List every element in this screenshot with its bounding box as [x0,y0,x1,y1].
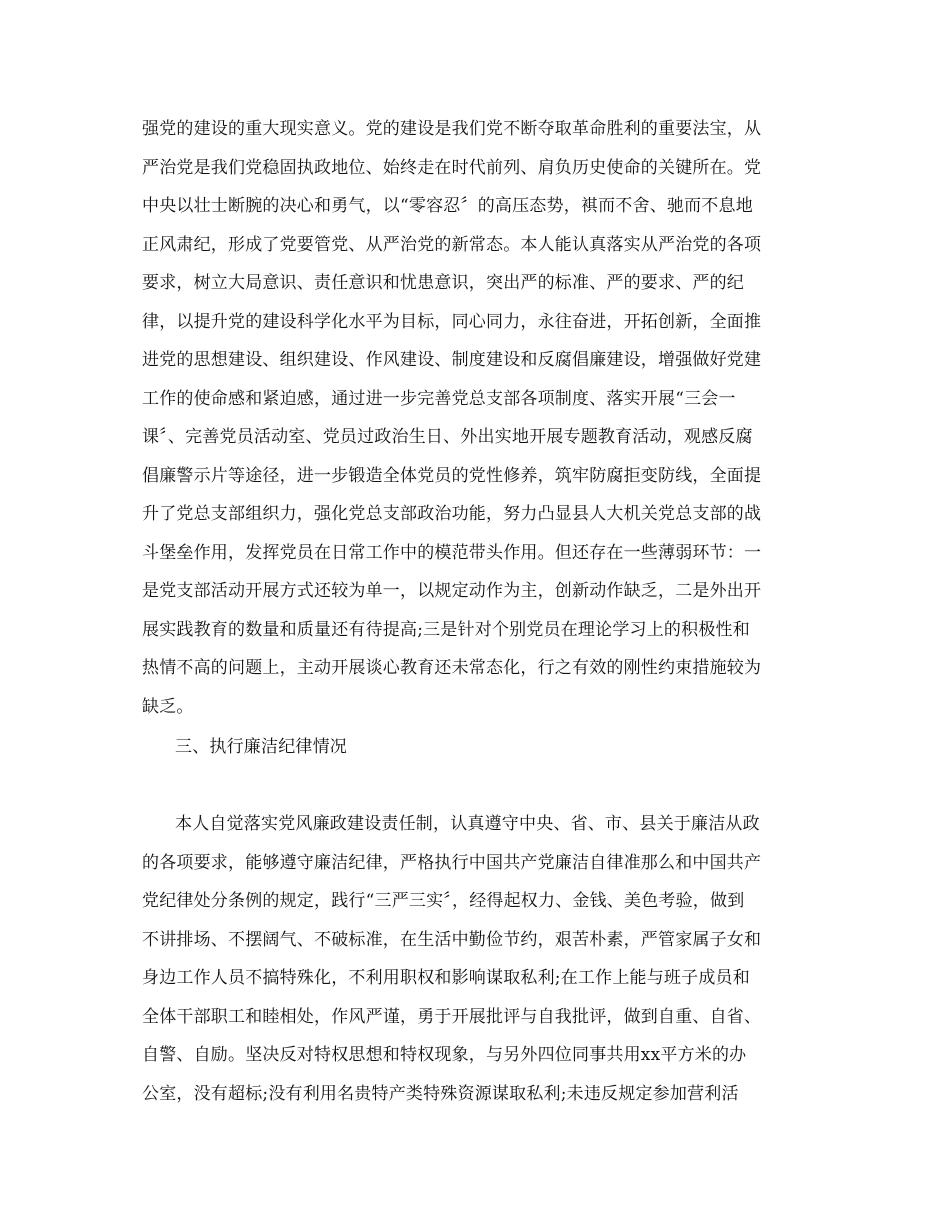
text-line: 要求，树立大局意识、责任意识和忧患意识，突出严的标准、严的要求、严的纪 [142,273,744,293]
body-paragraph [142,805,822,1113]
text-line: 正风肃纪，形成了党要管党、从严治党的新常态。本人能认真落实从严治党的各项 [142,234,762,255]
text-line: 中央以壮士断腕的决心和勇气，以“零容忍〞的高压态势，褀而不舍、驰而不息地 [142,196,753,216]
text-line: 展实践教育的数量和质量还有待提高;三是针对个别党员在理论学习上的积极性和 [142,619,750,640]
text-line: 缺乏。 [142,696,194,717]
text-line: 党纪律处分条例的规定，践行“三严三实〞，经得起权力、金钱、美色考验，做到 [142,891,745,911]
text-line: 倡廉警示片等途径，进一步锻造全体党员的党性修养，筑牢防腐拒变防线，全面提 [142,465,762,486]
text-line: 课〞、完善党员活动室、党员过政治生日、外出实地开展专题教育活动，观感反腐 [142,427,753,447]
text-line: 工作的使命感和紧迫感，通过进一步完善党总支部各项制度、落实开展“三会一 [142,388,736,409]
text-line: 律，以提升党的建设科学化水平为目标，同心同力，永往奋进，开拓创新，全面推 [142,311,762,332]
text-line: 全体干部职工和睦相处，作风严谨，勇于开展批评与自我批评，做到自重、自省、 [142,1006,762,1027]
body-paragraph [142,110,822,726]
text-line: 是党支部活动开展方式还较为单一，以规定动作为主，创新动作缺乏，二是外出开 [142,581,762,601]
text-line: 进党的思想建设、组织建设、作风建设、制度建设和反腐倡廉建设，增强做好党建 [142,350,762,370]
text-line: 升了党总支部组织力，强化党总支部政治功能，努力凸显县人大机关党总支部的战 [142,504,762,524]
text-line: 强党的建设的重大现实意义。党的建设是我们党不断夺取革命胜利的重要法宝，从 [142,119,762,139]
text-line: 的各项要求，能够遵守廉洁纪律，严格执行中国共产党廉洁自律准那么和中国共产 [142,852,762,873]
text-line: 公室，没有超标;没有利用名贵特产类特殊资源谋取私利;未违反规定参加营利活 [142,1083,739,1104]
text-line: 严治党是我们党稳固执政地位、始终走在时代前列、肩负历史使命的关键所在。党 [142,157,762,178]
section-heading-text: 三、执行廉洁纪律情况 [175,737,347,757]
text-line: 本人自觉落实党风廉政建设责任制，认真遵守中央、省、市、县关于廉洁从政 [175,814,760,834]
text-line: 自警、自励。坚决反对特权思想和特权现象，与另外四位同事共用xx平方米的办 [142,1045,747,1065]
text-line: 身边工作人员不搞特殊化，不利用职权和影响谋取私利;在工作上能与班子成员和 [142,968,750,988]
section-heading [142,728,822,767]
text-line: 不讲排场、不摆阔气、不破标准，在生活中勤俭节约，艰苦朴素，严管家属子女和 [142,929,762,950]
text-line: 斗堡垒作用，发挥党员在日常工作中的模范带头作用。但还存在一些薄弱环节：一 [142,542,762,563]
text-line: 热情不高的问题上，主动开展谈心教育还未常态化，行之有效的刚性约束措施较为 [142,658,762,678]
